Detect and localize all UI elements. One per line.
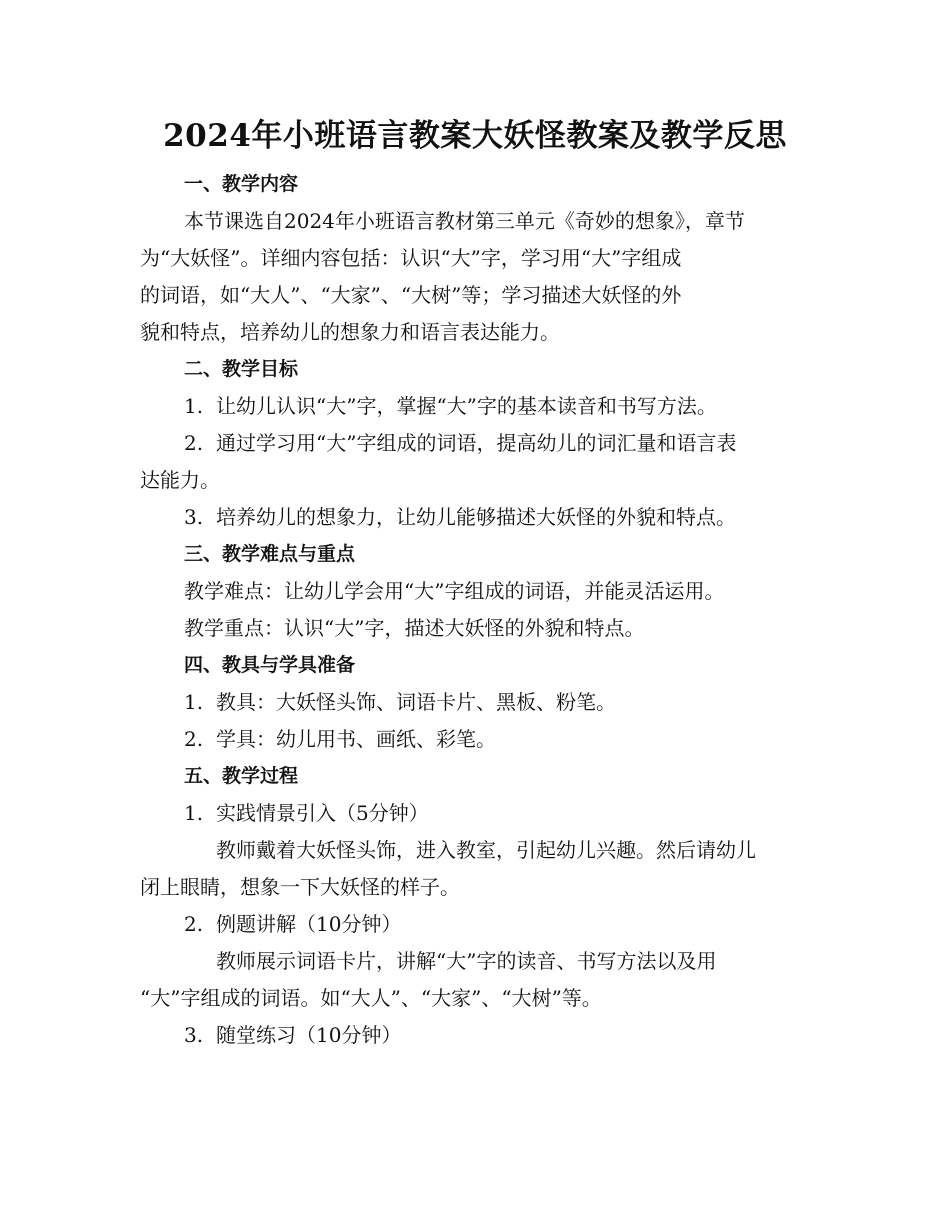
- paragraph-line: 教学难点：让幼儿学会用“大”字组成的词语，并能灵活运用。: [184, 579, 725, 603]
- list-text: 随堂练习（10分钟）: [216, 1023, 402, 1047]
- paragraph-line: 闭上眼睛，想象一下大妖怪的样子。: [140, 875, 460, 899]
- list-text: 例题讲解（10分钟）: [216, 912, 402, 936]
- list-text: 通过学习用“大”字组成的词语，提高幼儿的词汇量和语言表: [216, 431, 737, 455]
- section-heading-content: 一、教学内容: [184, 173, 299, 195]
- document-title: 2024年小班语言教案大妖怪教案及教学反思: [163, 118, 787, 154]
- list-item: [184, 499, 808, 536]
- list-number: 2.: [184, 727, 204, 751]
- list-item: [184, 684, 808, 721]
- list-text: 实践情景引入（5分钟）: [216, 801, 429, 825]
- list-item: [184, 721, 808, 758]
- paragraph-line: 教学重点：认识“大”字，描述大妖怪的外貌和特点。: [184, 616, 645, 640]
- paragraph-line: 本节课选自2024年小班语言教材第三单元《奇妙的想象》，章节: [184, 209, 745, 233]
- list-number: 1.: [184, 801, 204, 825]
- list-number: 3.: [184, 1023, 204, 1047]
- list-item: [184, 1017, 808, 1054]
- list-item: [184, 795, 808, 832]
- list-number: 2.: [184, 431, 204, 455]
- section-heading-difficulty: 三、教学难点与重点: [184, 543, 356, 565]
- section-heading-materials: 四、教具与学具准备: [184, 654, 356, 676]
- list-number: 2.: [184, 912, 204, 936]
- paragraph-line: 为“大妖怪”。详细内容包括：认识“大”字，学习用“大”字组成: [140, 246, 682, 270]
- list-item: [184, 388, 808, 425]
- paragraph-line: 貌和特点，培养幼儿的想象力和语言表达能力。: [140, 320, 560, 344]
- list-text: 教具：大妖怪头饰、词语卡片、黑板、粉笔。: [216, 690, 616, 714]
- paragraph-line: 教师戴着大妖怪头饰，进入教室，引起幼儿兴趣。然后请幼儿: [216, 838, 756, 862]
- list-item: [184, 425, 808, 462]
- list-item: [184, 906, 808, 943]
- section-heading-objectives: 二、教学目标: [184, 358, 299, 380]
- list-number: 1.: [184, 690, 204, 714]
- paragraph-line: 达能力。: [140, 468, 220, 492]
- list-text: 培养幼儿的想象力，让幼儿能够描述大妖怪的外貌和特点。: [216, 505, 736, 529]
- section-heading-process: 五、教学过程: [184, 765, 299, 787]
- list-text: 学具：幼儿用书、画纸、彩笔。: [216, 727, 496, 751]
- list-text: 让幼儿认识“大”字，掌握“大”字的基本读音和书写方法。: [216, 394, 717, 418]
- list-number: 1.: [184, 394, 204, 418]
- paragraph-line: 教师展示词语卡片，讲解“大”字的读音、书写方法以及用: [216, 949, 717, 973]
- paragraph-line: “大”字组成的词语。如“大人”、“大家”、“大树”等。: [140, 986, 602, 1010]
- paragraph-line: 的词语，如“大人”、“大家”、“大树”等；学习描述大妖怪的外: [140, 283, 682, 307]
- list-number: 3.: [184, 505, 204, 529]
